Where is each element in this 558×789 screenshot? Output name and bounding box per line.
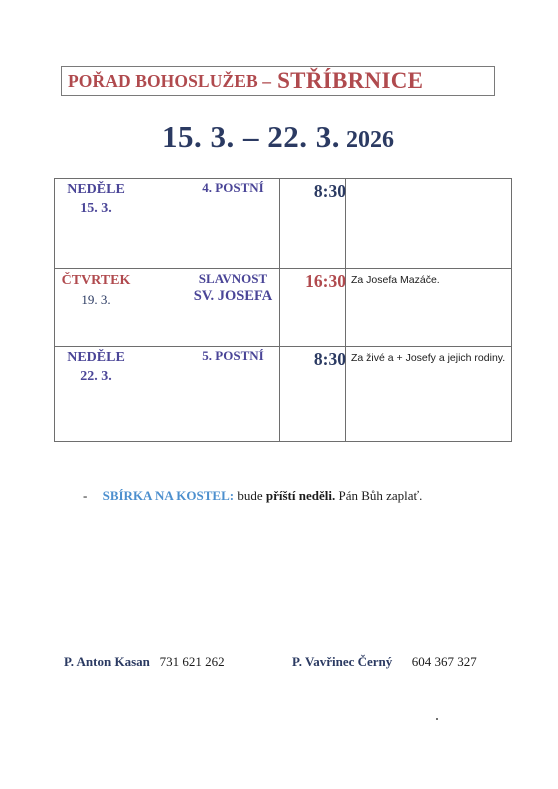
occasion-line2: SV. JOSEFA	[193, 288, 273, 304]
title-prefix: POŘAD BOHOSLUŽEB –	[68, 70, 272, 91]
week-date-range	[162, 119, 394, 155]
title-place: STŘÍBRNICE	[277, 68, 424, 93]
contact-phone: 731 621 262	[159, 654, 225, 669]
contact-priest-1	[64, 654, 225, 670]
contact-name: P. Vavřinec Černý	[292, 654, 393, 669]
day-date: 15. 3.	[80, 201, 112, 216]
date-range-text: 15. 3. – 22. 3.	[162, 119, 340, 154]
row-day	[61, 348, 131, 386]
collection-note	[83, 488, 422, 504]
mass-time: 8:30	[313, 349, 346, 369]
date-year: 2026	[346, 127, 394, 153]
table-row	[55, 347, 511, 441]
contact-name: P. Anton Kasan	[64, 654, 150, 669]
note-dash: -	[83, 488, 88, 503]
row-day	[61, 180, 131, 218]
note-emphasis: příští neděli.	[265, 488, 336, 503]
table-row	[55, 179, 511, 269]
day-name: NEDĚLE	[67, 182, 125, 197]
occasion-line1: 5. POSTNÍ	[202, 348, 264, 363]
day-date: 19. 3.	[81, 292, 111, 307]
day-name: ČTVRTEK	[61, 273, 131, 288]
occasion-line1: SLAVNOST	[198, 271, 268, 286]
page-title	[61, 66, 495, 96]
contact-priest-2	[292, 654, 477, 670]
occasion-line1: 4. POSTNÍ	[202, 180, 264, 195]
mass-intention: Za živé a + Josefy a jejich rodiny.	[351, 352, 506, 364]
note-label: SBÍRKA NA KOSTEL:	[102, 488, 235, 503]
day-name: NEDĚLE	[67, 350, 125, 365]
mass-schedule-table	[54, 178, 512, 442]
row-day	[61, 271, 131, 309]
day-date: 22. 3.	[80, 369, 112, 384]
mass-time: 8:30	[313, 181, 346, 201]
mass-time: 16:30	[305, 271, 346, 291]
note-text-start: bude	[237, 488, 263, 503]
scan-speck	[436, 718, 438, 720]
note-text-end: Pán Bůh zaplať.	[338, 488, 423, 503]
contact-phone: 604 367 327	[411, 654, 477, 669]
mass-intention: Za Josefa Mazáče.	[351, 274, 440, 286]
table-row	[55, 269, 511, 347]
